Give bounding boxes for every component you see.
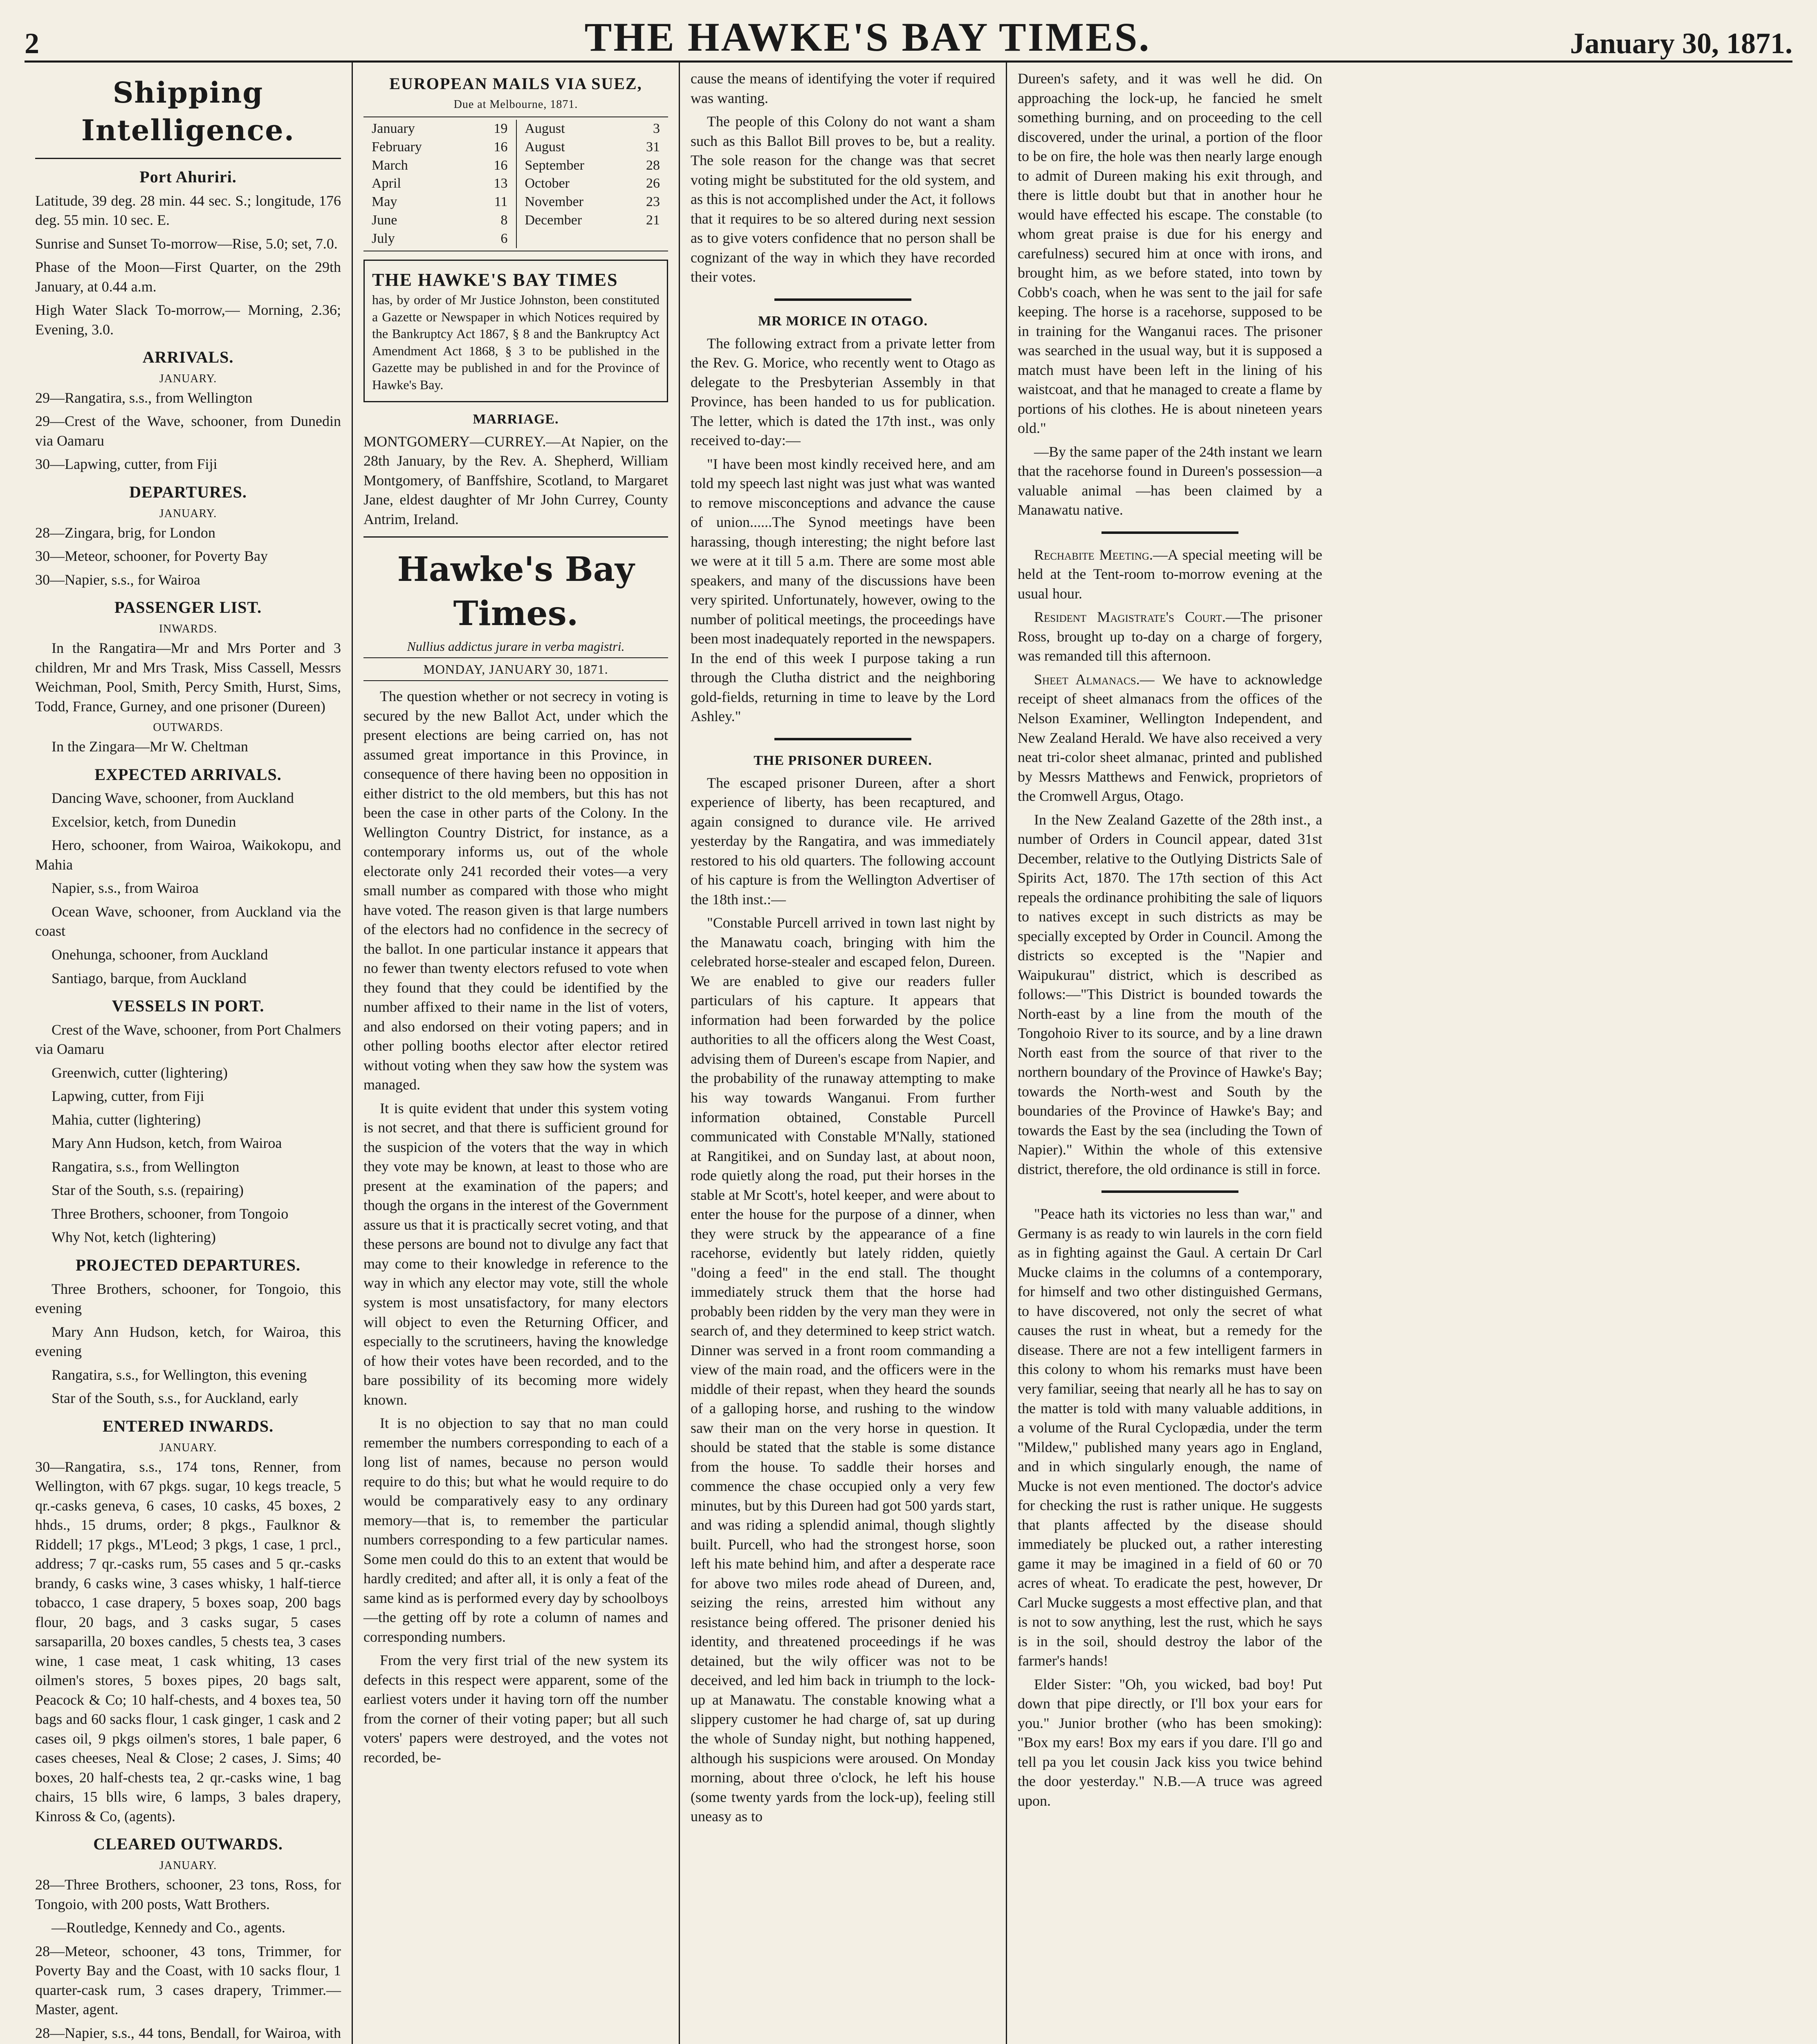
editorial-dateline: MONDAY, JANUARY 30, 1871. xyxy=(363,657,668,681)
divider xyxy=(774,738,911,740)
divider xyxy=(1101,1190,1238,1193)
list-item: Onehunga, schooner, from Auckland xyxy=(52,946,268,963)
list-item: 29—Crest of the Wave, schooner, from Dunedin via Oamaru xyxy=(35,413,341,449)
sunrise-info: Sunrise and Sunset To-morrow—Rise, 5.0; set, 7.0. xyxy=(35,235,338,252)
notice-text: has, by order of Mr Justice Johnston, been constituted a Gazette or Newspaper in which Notices required by the Bankruptcy Act 1867, § 8 and the Bankruptcy Act Amendment Act 1868, § 3 to be published in the Gazette may be published in and for the Province of Hawke's Bay. xyxy=(372,292,660,392)
shipping-heading: Shipping Intelligence. xyxy=(81,76,295,148)
paragraph: "Constable Purcell arrived in town last night by the Manawatu coach, bringing with him the celebrated horse-stealer and escaped felon, Dureen. We are enabled to give our readers fuller particulars of his capture. It appears that information had been forwarded by the police authorities to all the officers along the West Coast, advising them of Dureen's escape from Napier, and the probability of the runaway attempting to make his way towards Wanganui. From further information obtained, Constable Purcell communicated with Constable M'Nally, stationed at Rangitikei, and on Sunday last, at about noon, rode quietly along the road, put their horses in the stable at Mr Scott's, hotel keeper, and were about to enter the house for the purpose of a dinner, when they were struck by the appearance of a fine racehorse, evidently but lately ridden, quietly "doing a feed" in the end stall. The thought immediately struck them that the horse had probably been ridden by the very man they were in search of, and they determined to keep strict watch. Dinner was served in a front room commanding a view of the main road, and the officers were in the middle of their repast, when they heard the sounds of a galloping horse, and rushing to the window saw their man on the very horse in question. It should be stated that the stable is some distance from the house. To saddle their horses and commence the chase occupied only a very few minutes, but by this Dureen had got 500 yards start, and was riding a splendid animal, though slightly built. Purcell, who had the strongest horse, soon left his mate behind him, and after a desperate race for above two miles rode ahead of Dureen, and, seizing the reins, arrested him without any resistance being offered. The prisoner denied his identity, and threatened proceedings if he was detained, but the wily officer was not to be deceived, and led him back in triumph to the lock-up at Manawatu. The constable knowing what a slippery customer he had charge of, sat up during the whole of Sunday night, but nothing happened, although his suspicions were aroused. On Monday morning, about three o'clock, he left his house (some twenty yards from the lock-up), feeling still uneasy as to xyxy=(691,914,995,1825)
list-item: 28—Three Brothers, schooner, 23 tons, Ross, for Tongoio, with 200 posts, Watt Brothers. xyxy=(35,1876,341,1912)
issue-date: January 30, 1871. xyxy=(1570,27,1792,60)
paragraph: "I have been most kindly received here, and am told my speech last night was just what was wanted to remove misconceptions and advance the cause of union......The Synod meetings have been harassing, though interesting; the night before last we were at it till 5 a.m. There are some most able speakers, and many of the discussions have been very spirited. Unfortunately, however, owing to the number of political meetings, the proceedings have been most inadequately reported in the newspapers. In the end of this week I purpose taking a run through the Clutha district and the neighboring gold-fields, returning in time to leave by the Lord Ashley." xyxy=(691,455,995,725)
paragraph: From the very first trial of the new system its defects in this respect were apparent, some of the earliest voters under it having torn off the number from the corner of their voting paper; but all such voters' papers were destroyed, and the votes not recorded, be- xyxy=(363,1652,668,1766)
page-number: 2 xyxy=(25,27,39,60)
mail-row: July 6 xyxy=(372,231,508,246)
mail-row: September 28 xyxy=(525,157,660,173)
list-item: 28—Zingara, brig, for London xyxy=(35,524,215,541)
expected-heading: EXPECTED ARRIVALS. xyxy=(94,765,282,784)
entered-month: JANUARY. xyxy=(159,1441,217,1454)
rechabite-item: Rechabite Meeting.—A special meeting will be held at the Tent-room to-morrow evening at the usual hour. xyxy=(1018,546,1323,602)
water-info: High Water Slack To-morrow,— Morning, 2.36; Evening, 3.0. xyxy=(35,302,341,338)
list-item: Star of the South, s.s., for Auckland, early xyxy=(52,1390,298,1407)
mails-heading: EUROPEAN MAILS VIA SUEZ, xyxy=(389,74,642,93)
departures-month: JANUARY. xyxy=(159,507,217,520)
list-item: Mary Ann Hudson, ketch, for Wairoa, this evening xyxy=(35,1323,341,1360)
arrivals-heading: ARRIVALS. xyxy=(142,348,234,367)
list-item: Lapwing, cutter, from Fiji xyxy=(52,1088,204,1105)
mail-row: June 8 xyxy=(372,213,508,228)
list-item: 30—Napier, s.s., for Wairoa xyxy=(35,571,200,588)
paragraph: The escaped prisoner Dureen, after a short experience of liberty, has been recaptured, and again consigned to durance vile. He arrived yesterday by the Rangatira, and was immediately restored to his old quarters. The following account of his capture is from the Wellington Advertiser of the 18th inst.:— xyxy=(691,774,995,908)
paragraph: The following extract from a private letter from the Rev. G. Morice, who recently went to Otago as delegate to the Presbyterian Assembly in that Province, has been handed to us for publication. The letter, which is dated the 17th inst., was only received to-day:— xyxy=(691,335,995,449)
marriage-heading: MARRIAGE. xyxy=(473,411,559,427)
inport-heading: VESSELS IN PORT. xyxy=(112,997,265,1015)
list-item: Crest of the Wave, schooner, from Port Chalmers via Oamaru xyxy=(35,1021,341,1058)
list-item: Three Brothers, schooner, for Tongoio, this evening xyxy=(35,1280,341,1317)
mail-row: April 13 xyxy=(372,176,508,191)
mail-row: December 21 xyxy=(525,213,660,228)
column-local xyxy=(1006,63,1333,2044)
list-item: Mary Ann Hudson, ketch, from Wairoa xyxy=(52,1135,282,1152)
divider xyxy=(1101,531,1238,534)
sister-item: Elder Sister: "Oh, you wicked, bad boy! Put down that pipe directly, or I'll box your ears for you." Junior brother (who has been smoking): "Box my ears! Box my ears if you dare. I'll go and tell pa you let cousin Jack kiss you twice behind the door yesterday." N.B.—A truce was agreed upon. xyxy=(1018,1676,1322,1809)
mail-row: March 16 xyxy=(372,157,508,173)
list-item: Ocean Wave, schooner, from Auckland via the coast xyxy=(35,903,341,939)
editorial-masthead: Hawke's Bay Times. xyxy=(397,550,635,634)
mail-row: November 23 xyxy=(525,194,660,210)
list-item: —Routledge, Kennedy and Co., agents. xyxy=(52,1919,285,1936)
mails-left xyxy=(363,120,516,248)
mail-row: August 3 xyxy=(525,121,660,136)
list-item: 28—Meteor, schooner, 43 tons, Trimmer, for Poverty Bay and the Coast, with 10 sacks flour, 1 quarter-cask rum, 3 cases drapery, Trimmer.—Master, agent. xyxy=(35,1943,341,2018)
moon-info: Phase of the Moon—First Quarter, on the 29th January, at 0.44 a.m. xyxy=(35,259,341,295)
passengers-inward: In the Rangatira—Mr and Mrs Porter and 3 children, Mr and Mrs Trask, Miss Cassell, Messrs Weichman, Pool, Smith, Percy Smith, Hurst, Sims, Todd, France, Gurney, and one prisoner (Dureen) xyxy=(35,640,341,715)
marriage-text: MONTGOMERY—CURREY.—At Napier, on the 28th January, by the Rev. A. Shepherd, William Montgomery, of Banffshire, Scotland, to Margaret Jane, eldest daughter of Mr John Currey, County Antrim, Ireland. xyxy=(363,433,668,527)
gazette-notice xyxy=(363,260,668,402)
mails-subheading: Due at Melbourne, 1871. xyxy=(453,98,578,111)
list-item: Rangatira, s.s., from Wellington xyxy=(52,1158,240,1175)
list-item: Greenwich, cutter (lightering) xyxy=(52,1064,228,1081)
paragraph: The question whether or not secrecy in voting is secured by the new Ballot Act, under which the present elections are being carried on, has not assumed great importance in this Province, in consequence of there having been no opposition in either district to the old members, but this has not been the case in other parts of the Colony. In the Wellington Country District, for instance, as a contemporary informs us, out of the whole electorate only 241 recorded their votes—a very small number as compared with those who might have voted. The reason given is that large numbers of the electors had no confidence in the secrecy of the ballot. In one particular instance it appears that no fewer than twenty electors refused to vote when they found that they could be identified by the number affixed to their name in the list of voters, and also endorsed on their voting papers; and in other polling booths elector after elector retired without voting when they saw how the system was managed. xyxy=(363,688,668,1093)
port-info: Latitude, 39 deg. 28 min. 44 sec. S.; longitude, 176 deg. 55 min. 10 sec. E. xyxy=(35,192,341,229)
paragraph: The people of this Colony do not want a sham such as this Ballot Bill proves to be, but a reality. The sole reason for the change was that secret voting might be substituted for the old system, and as this is not accomplished under the Act, it follows that it requires to be so altered during next session as to give voters confidence that no person shall be cognizant of the way in which they have recorded their votes. xyxy=(691,113,995,285)
list-item: Hero, schooner, from Wairoa, Waikokopu, and Mahia xyxy=(35,837,341,873)
list-item: Santiago, barque, from Auckland xyxy=(52,970,247,986)
passengers-outward: In the Zingara—Mr W. Cheltman xyxy=(52,738,248,755)
outwards-label: OUTWARDS. xyxy=(153,721,223,734)
mail-row: May 11 xyxy=(372,194,508,210)
inwards-label: INWARDS. xyxy=(159,623,218,636)
almanacs-item: Sheet Almanacs.— We have to acknowledge receipt of sheet almanacs from the offices of the Nelson Examiner, Wellington Independent, and New Zealand Herald. We have also received a very neat tri-color sheet almanac, printed and published by Messrs Matthews and Fenwick, proprietors of the Cromwell Argus, Otago. xyxy=(1018,671,1322,805)
cleared-month: JANUARY. xyxy=(159,1859,217,1872)
newspaper-title: THE HAWKE'S BAY TIMES. xyxy=(584,14,1151,60)
paragraph: It is quite evident that under this system voting is not secret, and that there is sufficient ground for the suspicion of the voters that the way in which they vote may be known, at least to those who are present at the examination of the papers; and though the organs in the interest of the Government assure us that it is practically secret voting, and that these persons are bound not to divulge any fact that may come to their knowledge in reference to the way in which any elector may vote, still the whole system is most unsatisfactory, for many electors will object to even the Returning Officer, and especially to the scrutineers, having the knowledge of how their votes have been recorded, and to the bare possibility of its becoming more widely known. xyxy=(363,1100,668,1408)
divider xyxy=(774,298,911,301)
dureen-heading: THE PRISONER DUREEN. xyxy=(754,753,932,768)
cleared-heading: CLEARED OUTWARDS. xyxy=(93,1835,283,1853)
list-item: Dancing Wave, schooner, from Auckland xyxy=(52,790,294,807)
list-item: Mahia, cutter (lightering) xyxy=(52,1111,201,1128)
list-item: 30—Meteor, schooner, for Poverty Bay xyxy=(35,548,268,565)
column-shipping xyxy=(25,63,352,2044)
paragraph: It is no objection to say that no man could remember the numbers corresponding to each of a long list of names, because no person would require to do this; but what he would require to do would be comparatively easy to any ordinary memory—that is, to remember the particular numbers corresponding to a few particular names. Some men could do this to an extent that would be hardly credited; and after all, it is only a feat of the same kind as is performed every day by schoolboys —the getting off by rote a column of names and corresponding numbers. xyxy=(363,1415,668,1645)
mails-right xyxy=(516,120,668,248)
magistrate-item: Resident Magistrate's Court.—The prisoner Ross, brought up to-day on a charge of forgery, was remanded till this afternoon. xyxy=(1018,609,1322,664)
mails-table xyxy=(363,117,668,251)
entered-heading: ENTERED INWARDS. xyxy=(102,1416,274,1435)
list-item: 28—Napier, s.s., 44 tons, Bendall, for Wairoa, with xyxy=(35,2024,341,2041)
columns xyxy=(25,63,1792,2044)
divider xyxy=(35,158,341,159)
paragraph: cause the means of identifying the voter if required was wanting. xyxy=(691,70,995,106)
peace-item: "Peace hath its victories no less than war," and Germany is as ready to win laurels in the corn field as in fighting against the Gaul. A certain Dr Carl Mucke claims in the columns of a contemporary, for himself and two other distinguished Germans, to have discovered, not only the secret of what causes the rust in wheat, but a remedy for the disease. There are not a few intelligent farmers in this colony to whom his remarks must have been very familiar, seeing that nearly all he has to say on the matter is told with many valuable additions, in a volume of the Rural Cyclopædia, under the term "Mildew," published many years ago in England, and in which singularly enough, the name of Mucke is not even mentioned. The doctor's advice for checking the rust is rather unique. He suggests that plants affected by the disease should immediately be plucked out, a rather interesting game it may be imagined in a field of 60 or 70 acres of wheat. To eradicate the pest, however, Dr Carl Mucke suggests a most effective plan, and that is not to sow anything, lest the rust, which he says is in the soil, should destroy the labor of the farmer's hands! xyxy=(1018,1206,1322,1669)
list-item: 30—Lapwing, cutter, from Fiji xyxy=(35,456,218,473)
gazette-item: In the New Zealand Gazette of the 28th inst., a number of Orders in Council appear, dated 31st December, relative to the Outlying Districts Sale of Spirits Act, 1870. The 17th section of this Act repeals the ordinance prohibiting the sale of liquors to natives except in such districts as may be specially excepted by Order in Council. Among the districts so excepted is the "Napier and Waipukurau" district, which is described as follows:—"This District is bounded towards the North-east by a line from the mouth of the Tongohoio River to its source, and by a line drawn North east from the source of that river to the northern boundary of the Province of Hawke's Bay; towards the North-west and South by the boundaries of the Province of Hawke's Bay; and towards the East by the sea (including the Town of Napier)." Within the whole of this extensive district, therefore, the old ordinance is still in force. xyxy=(1018,811,1322,1177)
mail-row: October 26 xyxy=(525,176,660,191)
paragraph: Dureen's safety, and it was well he did. On approaching the lock-up, he fancied he smelt something burning, and on proceeding to the cell discovered, under the urinal, a portion of the floor to be on fire, the hole was then nearly large enough to admit of Dureen making his exit through, and there is little doubt but that in another hour he would have effected his escape. The constable (to whom great praise is due for his energy and carefulness) secured him at once with irons, and brought him, as we before stated, into town by Cobb's coach, when he was sent to the jail for safe keeping. The horse is a racehorse, supposed to be in training for the Wanganui races. The prisoner was searched in the usual way, but it is supposed a match must have been left in the lining of his waistcoat, and that he managed to create a flame by portions of his clothes. He is about nineteen years old." xyxy=(1018,70,1322,437)
list-item: 29—Rangatira, s.s., from Wellington xyxy=(35,389,253,406)
list-item: Napier, s.s., from Wairoa xyxy=(52,880,199,896)
list-item: Star of the South, s.s. (repairing) xyxy=(52,1182,244,1199)
departures-heading: DEPARTURES. xyxy=(129,483,247,501)
mail-row: January 19 xyxy=(372,121,508,136)
arrivals-month: JANUARY. xyxy=(159,372,217,385)
paragraph: —By the same paper of the 24th instant we learn that the racehorse found in Dureen's possession—a valuable animal —has been claimed by a Manawatu native. xyxy=(1018,443,1322,518)
page-header xyxy=(25,11,1792,63)
column-news xyxy=(679,63,1006,2044)
list-item: Why Not, ketch (lightering) xyxy=(52,1229,216,1246)
list-item: Excelsior, ketch, from Dunedin xyxy=(52,813,236,830)
mail-row: August 31 xyxy=(525,139,660,155)
editorial-motto: Nullius addictus jurare in verba magistri. xyxy=(407,639,625,654)
morice-heading: MR MORICE IN OTAGO. xyxy=(758,313,928,329)
list-item: Three Brothers, schooner, from Tongoio xyxy=(52,1205,289,1222)
list-item: Rangatira, s.s., for Wellington, this evening xyxy=(52,1366,307,1383)
port-heading: Port Ahuriri. xyxy=(139,167,237,186)
entered-text: 30—Rangatira, s.s., 174 tons, Renner, from Wellington, with 67 pkgs. sugar, 10 kegs treacle, 5 qr.-casks geneva, 6 cases, 10 casks, 45 boxes, 2 hhds., 15 drums, order; 8 pkgs., Faulknor & Riddell; 17 pkgs., M'Leod; 3 pkgs, 1 case, 1 prcl., address; 7 qr.-casks rum, 55 cases and 5 qr.-casks brandy, 6 casks wine, 3 cases whisky, 1 half-tierce tobacco, 1 case drapery, 5 boxes soap, 200 bags flour, 20 bags, and 3 casks sugar, 5 cases sarsaparilla, 20 boxes candles, 5 chests tea, 3 cases wine, 1 case meat, 1 cask whiting, 13 cases oilmen's stores, 5 boxes pipes, 20 bags salt, Peacock & Co; 10 half-chests, and 4 boxes tea, 50 bags and 60 sacks flour, 1 cask ginger, 1 cask and 2 cases oil, 9 pkgs oilmen's stores, 1 bale paper, 6 cases cheeses, Neal & Close; 2 cases, J. Sims; 40 boxes, 20 half-chests tea, 2 qr.-casks wine, 1 bag chairs, 15 blls wire, 6 lamps, 3 bales drapery, Kinross & Co, (agents). xyxy=(35,1458,341,1824)
column-editorial xyxy=(352,63,679,2044)
notice-title: THE HAWKE'S BAY TIMES xyxy=(372,269,618,290)
projected-heading: PROJECTED DEPARTURES. xyxy=(75,1255,301,1274)
passenger-heading: PASSENGER LIST. xyxy=(114,598,262,617)
mail-row: February 16 xyxy=(372,139,508,155)
divider xyxy=(363,536,668,538)
